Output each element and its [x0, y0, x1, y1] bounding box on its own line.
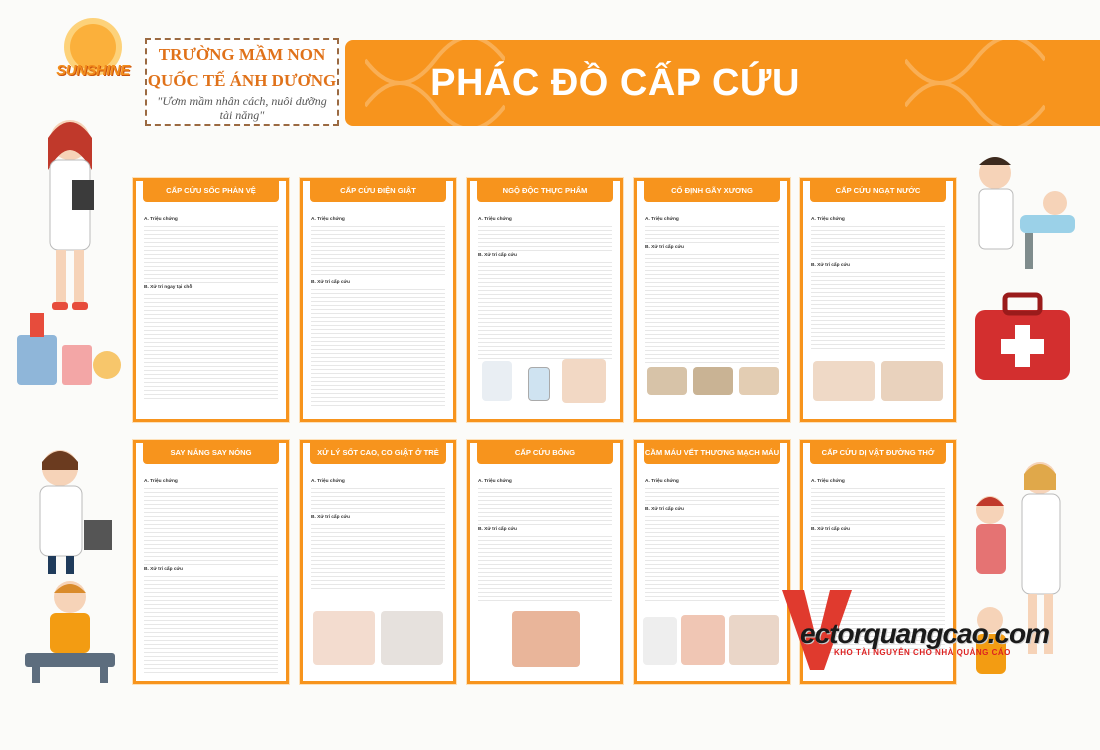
- card-section-heading: A. Triệu chứng: [311, 217, 345, 222]
- card-title: NGỘ ĐỘC THỰC PHẨM: [477, 180, 613, 202]
- card-section-heading: B. Xử trí cấp cứu: [311, 515, 350, 520]
- card-text-block: [311, 521, 445, 591]
- card-section-heading: B. Xử trí cấp cứu: [144, 567, 183, 572]
- card-text-block: [311, 286, 445, 406]
- card-burns: [467, 440, 623, 684]
- card-title: XỬ LÝ SỐT CAO, CO GIẬT Ở TRẺ: [310, 442, 446, 464]
- card-title: CẤP CỨU ĐIỆN GIẬT: [310, 180, 446, 202]
- card-section-heading: A. Triệu chứng: [144, 479, 178, 484]
- watermark-site: ectorquangcao.com: [800, 618, 1050, 649]
- card-electric-shock: [300, 178, 456, 422]
- card-section-heading: B. Xử trí cấp cứu: [811, 263, 850, 268]
- card-section-heading: A. Triệu chứng: [811, 479, 845, 484]
- illustration-recovery-position: [881, 361, 943, 401]
- watermark-tagline: KHO TÀI NGUYÊN CHO NHÀ QUẢNG CÁO: [834, 648, 1011, 657]
- card-text-block: [478, 485, 612, 525]
- doctor-girl-illustration: [30, 110, 110, 320]
- card-section-heading: A. Triệu chứng: [144, 217, 178, 222]
- illustration-arm-splint: [647, 367, 687, 395]
- nurse-illustration: [20, 440, 115, 575]
- card-title: CẤP CỨU SỐC PHẢN VỆ: [143, 180, 279, 202]
- card-heatstroke: [133, 440, 289, 684]
- card-anaphylaxis: [133, 178, 289, 422]
- illustration-sling: [739, 367, 779, 395]
- card-text-block: [811, 485, 945, 525]
- card-section-heading: A. Triệu chứng: [645, 217, 679, 222]
- doctor-and-child-illustration: [960, 450, 1075, 695]
- card-text-block: [645, 223, 779, 243]
- first-aid-kit-icon: [965, 285, 1080, 390]
- dna-helix-icon: [905, 40, 1045, 126]
- card-text-block: [645, 485, 779, 505]
- card-text-block: [144, 485, 278, 565]
- illustration-cooling-child: [381, 611, 443, 665]
- card-fracture: [634, 178, 790, 422]
- card-section-heading: B. Xử trí cấp cứu: [645, 507, 684, 512]
- medical-supplies-illustration: [12, 305, 127, 390]
- card-text-block: [478, 223, 612, 251]
- illustration-bandage-roll: [643, 617, 677, 665]
- illustration-cpr: [813, 361, 875, 401]
- card-fever-seizure: [300, 440, 456, 684]
- card-text-block: [311, 485, 445, 513]
- card-section-heading: A. Triệu chứng: [645, 479, 679, 484]
- card-title: CẤP CỨU DỊ VẬT ĐƯỜNG THỞ: [810, 442, 946, 464]
- card-bleeding: [634, 440, 790, 684]
- sunshine-logo: [48, 18, 138, 98]
- illustration-leg-splint: [693, 367, 733, 395]
- card-title: CẤP CỨU NGẠT NƯỚC: [810, 180, 946, 202]
- card-section-heading: B. Xử trí cấp cứu: [478, 253, 517, 258]
- card-drowning: [800, 178, 956, 422]
- card-text-block: [144, 573, 278, 673]
- card-section-heading: B. Xử trí cấp cứu: [811, 527, 850, 532]
- illustration-feverish-child: [313, 611, 375, 665]
- card-text-block: [144, 291, 278, 401]
- card-title: SAY NẮNG SAY NÓNG: [143, 442, 279, 464]
- child-patient-illustration: [20, 575, 120, 685]
- school-slogan: "Ươm mầm nhân cách, nuôi dưỡng tài năng": [157, 94, 327, 122]
- card-section-heading: B. Xử trí cấp cứu: [311, 280, 350, 285]
- card-section-heading: B. Xử trí cấp cứu: [645, 245, 684, 250]
- illustration-vomiting-child: [562, 359, 606, 403]
- card-section-heading: B. Xử trí ngay tại chỗ: [144, 285, 193, 290]
- illustration-burned-hand-water: [512, 611, 580, 667]
- card-section-heading: A. Triệu chứng: [478, 479, 512, 484]
- card-section-heading: A. Triệu chứng: [811, 217, 845, 222]
- card-text-block: [645, 251, 779, 363]
- title-banner: [345, 40, 1100, 126]
- school-name-line1: TRƯỜNG MẦM NON: [158, 45, 326, 64]
- card-text-block: [144, 223, 278, 283]
- card-text-block: [811, 269, 945, 349]
- card-text-block: [311, 223, 445, 278]
- illustration-water-glass: [528, 367, 550, 401]
- card-title: CẦM MÁU VẾT THƯƠNG MẠCH MÁU: [644, 442, 780, 464]
- dentist-illustration: [965, 145, 1080, 275]
- card-section-heading: A. Triệu chứng: [478, 217, 512, 222]
- watermark: [800, 618, 1060, 657]
- card-title: CỐ ĐỊNH GÃY XƯƠNG: [644, 180, 780, 202]
- card-section-heading: A. Triệu chứng: [311, 479, 345, 484]
- card-section-heading: B. Xử trí cấp cứu: [478, 527, 517, 532]
- illustration-bleeding-hand: [681, 615, 725, 665]
- logo-brand-text: SUNSHINE: [56, 62, 130, 79]
- card-text-block: [478, 259, 612, 359]
- card-text-block: [811, 223, 945, 261]
- school-name-box: [145, 38, 339, 126]
- card-text-block: [478, 533, 612, 603]
- page-title: PHÁC ĐỒ CẤP CỨU: [430, 62, 800, 104]
- illustration-hand-glass: [482, 361, 512, 401]
- illustration-tourniquet: [729, 615, 779, 665]
- card-title: CẤP CỨU BỎNG: [477, 442, 613, 464]
- school-name-line2: QUỐC TẾ ÁNH DƯƠNG: [147, 71, 337, 90]
- card-food-poisoning: [467, 178, 623, 422]
- card-text-block: [645, 513, 779, 603]
